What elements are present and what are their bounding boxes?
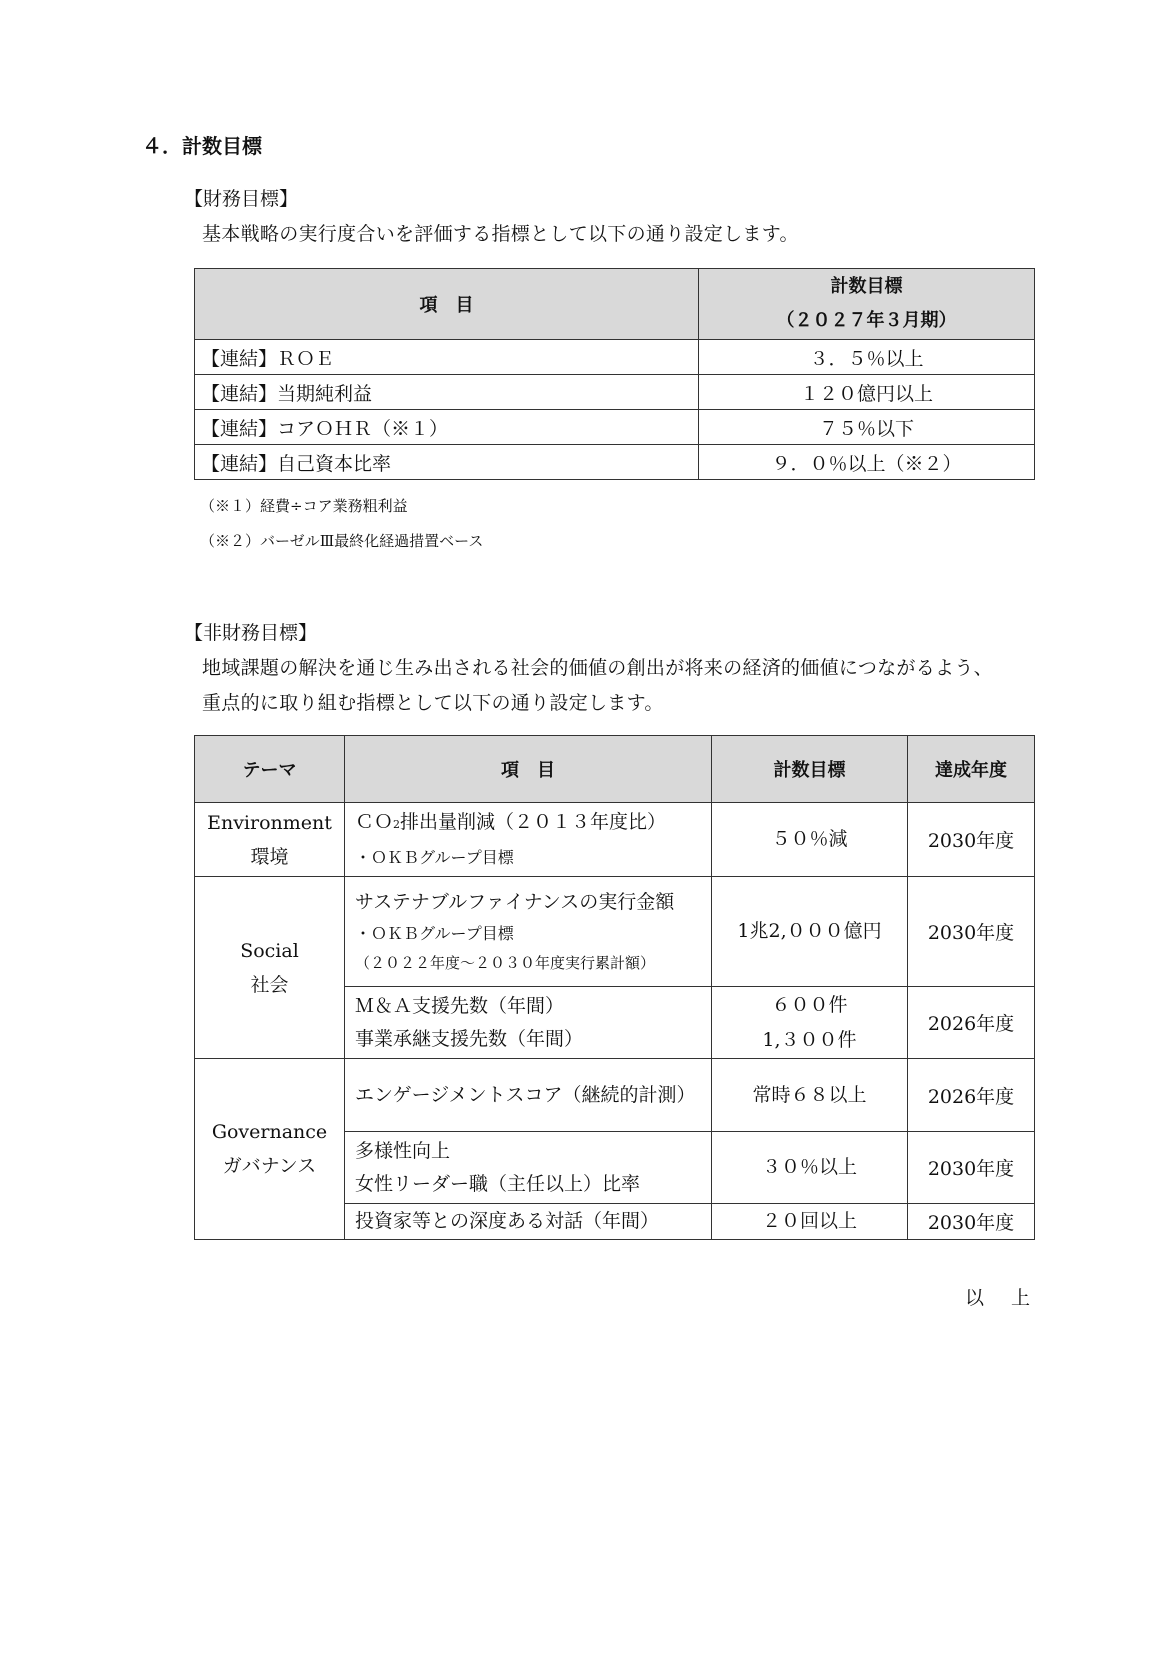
header-item: 項 目 xyxy=(345,736,712,803)
row-target: ３０％以上 xyxy=(712,1132,908,1204)
row-target: ２０回以上 xyxy=(712,1204,908,1240)
item-sub: ・ＯＫＢグループ目標 xyxy=(355,924,514,943)
row-item: 投資家等との深度ある対話（年間） xyxy=(345,1204,712,1240)
row-target xyxy=(712,987,908,1059)
theme-environment xyxy=(195,803,345,877)
item-line2: 事業承継支援先数（年間） xyxy=(355,1027,584,1050)
item-main-post: 排出量削減（２０１３年度比） xyxy=(400,810,667,833)
row-item xyxy=(345,803,712,877)
target-line1: ６００件 xyxy=(771,993,848,1016)
item-main-pre: ＣＯ xyxy=(355,810,394,833)
row-item xyxy=(345,877,712,987)
header-item: 項 目 xyxy=(195,269,699,340)
theme-en: Environment xyxy=(207,811,332,834)
row-year: 2030年度 xyxy=(908,877,1035,987)
table-row xyxy=(195,445,1035,480)
theme-ja: 環境 xyxy=(250,845,289,868)
header-theme: テーマ xyxy=(195,736,345,803)
section-heading: ４．計数目標 xyxy=(142,134,262,158)
row-item: 【連結】当期純利益 xyxy=(195,375,699,410)
closing-mark: 以 上 xyxy=(964,1287,1034,1309)
row-item xyxy=(345,1132,712,1204)
financial-note-2: （※２）バーゼルⅢ最終化経過措置ベース xyxy=(200,532,484,550)
theme-ja: 社会 xyxy=(250,973,289,996)
row-year: 2026年度 xyxy=(908,987,1035,1059)
table-row-environment xyxy=(195,803,1035,877)
theme-en: Governance xyxy=(211,1121,328,1143)
table-header-row xyxy=(195,736,1035,803)
table-header-row xyxy=(195,269,1035,340)
row-target: 常時６８以上 xyxy=(712,1059,908,1132)
theme-en: Social xyxy=(240,939,299,962)
target-line2: 1,３００件 xyxy=(762,1028,857,1051)
table-row xyxy=(195,340,1035,375)
header-year: 達成年度 xyxy=(908,736,1035,803)
table-row xyxy=(195,375,1035,410)
theme-social xyxy=(195,877,345,1059)
item-sub-note: （２０２２年度～２０３０年度実行累計額） xyxy=(355,954,656,972)
row-target: 1兆2,０００億円 xyxy=(712,877,908,987)
row-target: ７５％以下 xyxy=(699,410,1035,445)
header-target-line2: （２０２７年３月期） xyxy=(776,310,957,331)
row-target: ３．５％以上 xyxy=(699,340,1035,375)
nonfinancial-targets-table xyxy=(194,735,1035,1240)
table-row xyxy=(195,410,1035,445)
row-item: 【連結】ＲＯＥ xyxy=(195,340,699,375)
header-target xyxy=(699,269,1035,340)
row-target: １２０億円以上 xyxy=(699,375,1035,410)
header-target: 計数目標 xyxy=(712,736,908,803)
financial-note-1: （※１）経費÷コア業務粗利益 xyxy=(200,497,408,515)
item-main xyxy=(355,806,711,841)
row-year: 2030年度 xyxy=(908,1204,1035,1240)
financial-targets-table xyxy=(194,268,1035,480)
row-item: 【連結】自己資本比率 xyxy=(195,445,699,480)
nonfinancial-subheading: 【非財務目標】 xyxy=(184,622,318,644)
financial-intro: 基本戦略の実行度合いを評価する指標として以下の通り設定します。 xyxy=(202,223,799,245)
row-target: ９．０％以上（※２） xyxy=(699,445,1035,480)
theme-governance xyxy=(195,1059,345,1240)
financial-subheading: 【財務目標】 xyxy=(184,188,299,210)
header-target-line1: 計数目標 xyxy=(830,276,903,297)
item-line1: 多様性向上 xyxy=(355,1139,451,1162)
row-year: 2030年度 xyxy=(908,803,1035,877)
nonfinancial-intro-line2: 重点的に取り組む指標として以下の通り設定します。 xyxy=(202,692,664,714)
row-year: 2026年度 xyxy=(908,1059,1035,1132)
item-main-subscript: 2 xyxy=(393,817,401,831)
nonfinancial-intro-line1: 地域課題の解決を通じ生み出される社会的価値の創出が将来の経済的価値につながるよう、 xyxy=(202,657,993,679)
row-item: 【連結】コアＯＨＲ（※１） xyxy=(195,410,699,445)
row-item: エンゲージメントスコア（継続的計測） xyxy=(345,1059,712,1132)
item-main: サステナブルファイナンスの実行金額 xyxy=(355,891,675,913)
theme-ja: ガバナンス xyxy=(222,1155,317,1177)
item-sub: ・ＯＫＢグループ目標 xyxy=(355,847,514,867)
row-item xyxy=(345,987,712,1059)
table-row-governance-1 xyxy=(195,1059,1035,1132)
table-row-social-1 xyxy=(195,877,1035,987)
item-line1: Ｍ＆Ａ支援先数（年間） xyxy=(355,994,565,1017)
row-year: 2030年度 xyxy=(908,1132,1035,1204)
item-line2: 女性リーダー職（主任以上）比率 xyxy=(355,1172,641,1195)
row-target: ５０％減 xyxy=(712,803,908,877)
